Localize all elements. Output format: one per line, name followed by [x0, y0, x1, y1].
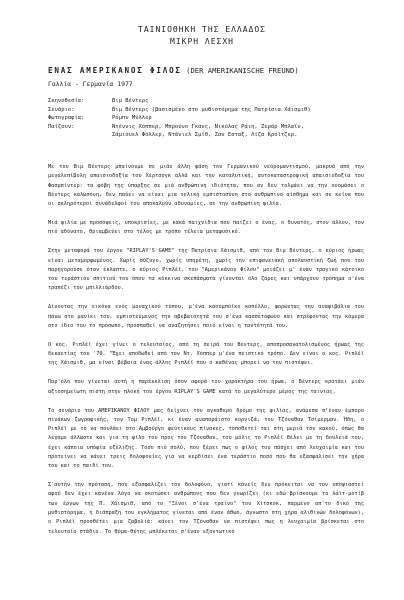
credit-label: Φωτογραφία:: [48, 115, 85, 122]
credit-value: Σάμιουελ Φόλλερ, Ντάνιελ Σμίθ, Ζαν Εσταξ, Λίζα Κρόϊτζερ.: [112, 132, 298, 139]
film-title-original: (DER AMERIKANISCHE FREUND): [186, 66, 299, 75]
credit-label: Σκηνοθεσία:: [48, 98, 85, 104]
credit-value: Ντέννις Χόππερ, Μπρούνο Γκανς, Νικόλας Ράιη, Ζεράρ Μπλαίν,: [112, 123, 305, 130]
credit-row: [48, 114, 311, 123]
credit-value: Βιμ Βέντερς: [112, 98, 149, 104]
credit-row: [48, 106, 311, 115]
paragraph: Δίνοντας την εικόνα ενός μοναχικού τύπου, μ'ένα καουμπόϊκο καπέλλο, φορώντας την αναφιβάλια του πάνω στο μανίκι του, εμπιστεύμενος την αβεβαιότητά του σ'ένα κασσετόφωνο και στρέφοντας την κάμερα στο ίδιο του το πρόσωπο, προσπαθεί να αναζητήσει ποιό είναι η ταυτότητά του.: [48, 304, 364, 329]
credit-label: [48, 131, 112, 140]
film-title: [48, 66, 299, 75]
credit-value: Βιμ Βέντερς (βασισμένο στο μυθιστόρημα της Πατρίσια Χάισμιθ): [112, 106, 311, 113]
paragraph: Με τον Βιμ Βέντερς μπαίνουμε σε μιάν άλλη φάση του Γερμανικού νεορομαντισμού, μακρυά από την μεγαλεπίβολη απαισιοδοξία του Χέρτσογκ αλλά και την καταλυτική, αυτοκαταστροφική απαισιοδοξία του Φασμπίντερ: τα φόβη της ύπαρξης σε μιά ανθρώπινη ιδιότητα, που αν δεν τολμάει να την ονομάσει ο Βέντερς καλωσόνη, δεν παύει να είναι μια τελική εμπιστοσύνη στο ανθρώπινο αίσθημα και σε κείνα που οι σκληρότεροι συνάδελφοί του αποκαλούν αδυναμίες, σε την ανθρώπινη φιλία.: [48, 164, 364, 208]
paragraph: Το σενάριο του ΑΜΕΡΙΚΑΝΟΥ ΦΙΛΟΥ μας δείχνει τον αγκαθερό δρόμο της φιλίας, ανάμεσα σ'έναν έμπορο πινάκων ζωγραφικής, τον Τομ Ριπλέϊ, κι έναν αναπαράιστο κορνιζά, τον Τζόναθαν Τσίμερμαν. Ήδη, ο Ριπλέϊ με το να πουλάει στο Αμβούργο ψεύτικους πίνακες, τοποθετεί ται στη μεριά του κακού, όπως θα λέγαμε άλλωστε και για τη φίλο του προς τον Τζόναθαν, του μόλις το Ριπλέϊ θέλει με τη δουλειά του, έχει κάποια υπόφία εξέλιξης. Τόσο πιό πολύ, που ξέρει πως ο φίλος του πάσχει από λευχαιμία και του προτείνει να κάνει τρεις δολοφονίες για να κερδίσει ένα τεράστιο ποσό που θα εξασφαλίσει την χήρα του και το παιδί του.: [48, 407, 364, 470]
credit-label: Παίζουν:: [48, 123, 75, 130]
paragraph: Σ'αυτήν την πρόταση, που εξασφαλίζει τον δολοφόνο, γιατί κανείς δεν πρόκειται να τον υποψιαστεί αφού δεν έχει κανένα λόγο να σκοτώσει ανθρώπους που δεν γνωρίζει (κι εδώ βρίσκουμε το λάϊτ-μοτίβ των έργων της Π. Χάισμιθ, από το "Ξένοι σ'ένα τραίνο" του Χίτσκοκ, παρμένο απ'το δικό της μυθιστόρημα, η διάπραξη του εγκλήματος γίνεται από έναν άθωο, άγνωστο στη χήρα αλιθινών δολοφόνων), ο Ριπλέϊ προσθέτει μια ζαβολιά: κάνει τον Τζόναθαν να πιστέψει πως η λευχαιμία βρίσκεται στο τελευταίο στάδιο. Το θύμα-θύτης μπλέκεται σ'έναν εξοντωτικό: [48, 482, 364, 535]
credit-row: [48, 131, 311, 140]
archive-name: ΤΑΙΝΙΟΘΗΚΗ ΤΗΣ ΕΛΛΑΔΟΣ: [138, 25, 266, 34]
credit-label: Σενάριο:: [48, 106, 75, 113]
paragraph: Ο κος. Ριπλέϊ έχει γίνει ο τελευταίος, από τη σειρά του Βεντερς, αποπροσανατολισμένος ήρωας της δεκαετίας του '70. "Έχει αποδωθεί από τον Ντ. Χόππερ μ'ένα πειστικό τρόπο. Δεν είναι ο κος. Ριπλέϊ της Χάισμιθ, μα είναι βέβαια ένας άλλος Ριπλέϊ που ο καθένας μπορεί να τον πιστέψει.: [48, 341, 364, 367]
credit-row: [48, 123, 311, 132]
credit-row: [48, 97, 311, 106]
film-origin-year: Γαλλία - Γερμανία 1977: [48, 80, 133, 88]
paragraph: Μιά φιλία με προσόψεις, υποκρισίες, με κακά παιχνίδια που παίζει ο ένας, ο δυνατός, στον άλλον, τον πιό αδύνατο, θριαμβεύει στο τέλος με τρόπο τέλεια μεταφυσικό.: [48, 220, 364, 236]
credit-value: Ρόμπυ Μύλλερ: [112, 115, 152, 122]
film-title-greek: ΕΝΑΣ ΑΜΕΡΙΚΑΝΟΣ ΦΙΛΟΣ: [48, 66, 182, 75]
paragraph: Παρ'όλο που γίνεται αυτή η παρέκκλιση όσον αφορά τον χαρακτήρα του ήρωα, ο Βέντερς κρατάει μιάν αξιοσημείωτη πίστη στην πλοκή του έργου RIPLAY'S GAME κατά το μεγαλύτερο μέρος της ταινίας.: [48, 379, 364, 395]
paragraph: Στην μεταφορά του έργου "RIPLAY'S GAME" της Πατρίσια Χάισμιθ, από τον Βιμ Βέντερς, ο κύριος ήρωας είναι μεταμορφωμένος. Χωρίς σύζυγο, χωρίς υπηρέτη, χωρίς την επιφανειακή απολαυστική ζωή που του παρηγορούσε όταν έκλαπτε, ο κύριος Ριπλέϊ, του "Αμερικάνου Φίλου" μοιάζει μ' έναν τραγικό κάτοικο του τεράστιου σπιτιού του όπου τα κόκκινα σκεπάσματα γίνονται όλο ζάρες και υπάρχουν τρόπημα ο'ένα τραπέζι του μπιλλιάρδου.: [48, 248, 364, 292]
article-body: [48, 163, 364, 547]
credits-block: [48, 97, 311, 140]
club-name: ΜΙΚΡΗ ΛΕΣΧΗ: [170, 37, 234, 46]
